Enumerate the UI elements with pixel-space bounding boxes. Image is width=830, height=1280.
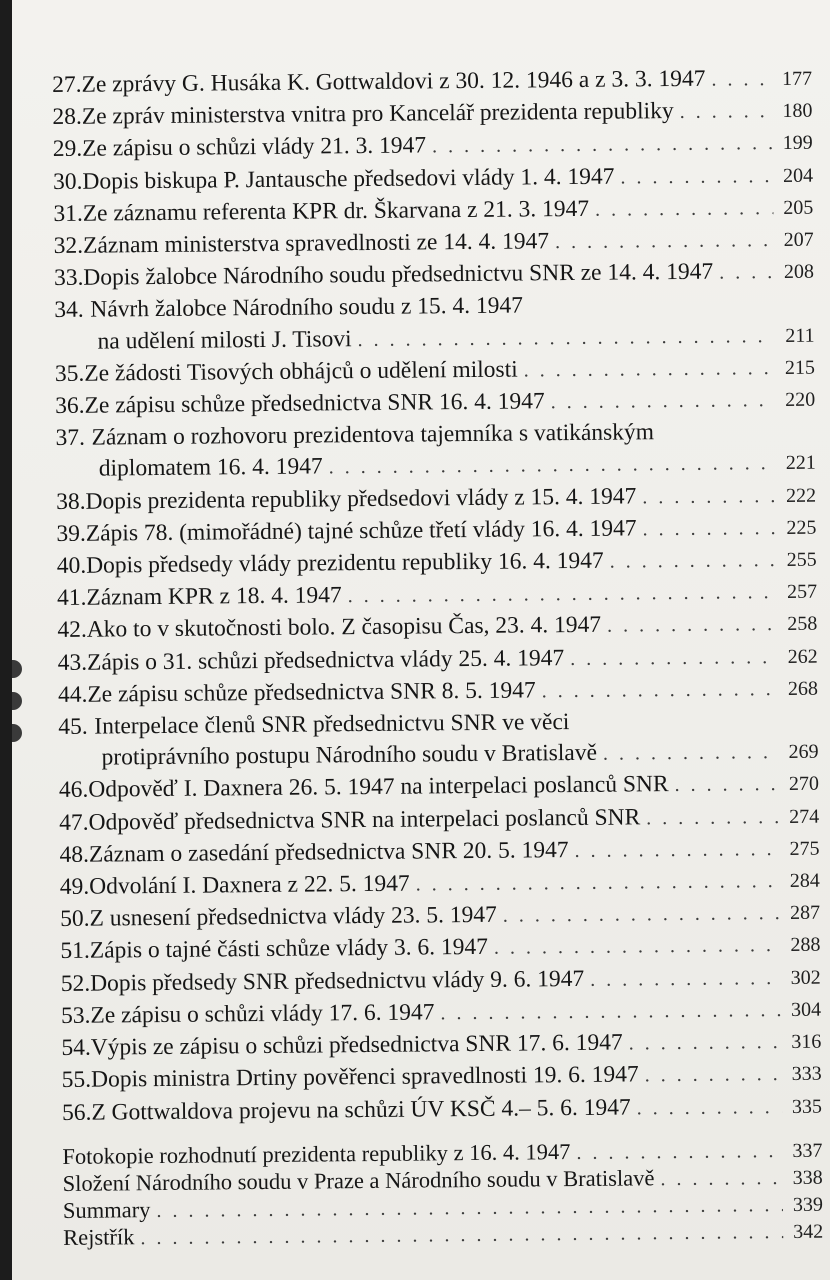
page-number: 180	[782, 99, 813, 123]
entry-number: 43.	[57, 649, 88, 676]
leader-dots	[637, 1092, 783, 1125]
leader-dots	[603, 737, 779, 770]
entry-number: 32.	[53, 232, 84, 260]
page-number: 204	[782, 164, 814, 187]
entry-title: Ako to v skutočnosti bolo. Z časopisu Čas, 23. 4. 1947	[86, 612, 602, 644]
page-number: 199	[782, 132, 813, 155]
entry-title: Odpověď I. Daxnera 26. 5. 1947 na interpelaci poslanců SNR	[88, 771, 669, 804]
page-number: 339	[792, 1193, 824, 1216]
page-number: 333	[791, 1062, 822, 1086]
leader-dots	[576, 1138, 782, 1166]
leader-dots	[590, 963, 781, 996]
entry-title: Ze zápisu o schůzi vlády 21. 3. 1947	[82, 132, 427, 163]
leader-dots	[348, 577, 778, 612]
leader-dots	[570, 642, 778, 675]
page-number: 255	[786, 548, 817, 572]
entry-number: 35.	[54, 360, 85, 387]
entry-number: 54.	[61, 1034, 91, 1062]
page-number: 215	[784, 356, 815, 379]
page-number: 335	[791, 1095, 823, 1118]
entry-title: Záznam KPR z 18. 4. 1947	[86, 582, 342, 611]
entry-number: 51.	[60, 938, 90, 965]
leader-dots	[551, 385, 776, 418]
toc-entry	[54, 288, 815, 359]
entry-title-continued: protiprávního postupu Národního soudu v Bratislavě	[101, 740, 598, 771]
page-number: 342	[793, 1220, 824, 1243]
entry-title: Ze záznamu referenta KPR dr. Škarvana z 21. 3. 1947	[82, 195, 590, 227]
entry-title: Složení Národního soudu v Praze a Národního soudu v Bratislavě	[62, 1164, 655, 1196]
leader-dots	[329, 449, 776, 484]
page-number: 225	[786, 516, 817, 539]
entry-title: Ze zpráv ministerstva vnitra pro Kancelář prezidenta republiky	[81, 98, 674, 130]
entry-title: Dopis ministra Drtiny pověřenci spravedlnosti 19. 6. 1947	[90, 1061, 639, 1093]
book-page	[12, 0, 830, 1280]
page-number: 338	[792, 1166, 823, 1189]
entry-title-continued: na udělení milosti J. Tisovi	[97, 325, 352, 355]
leader-dots	[595, 193, 774, 226]
page-number: 268	[787, 677, 819, 700]
entry-number: 53.	[60, 1002, 91, 1029]
entry-number: 55.	[61, 1066, 92, 1094]
leader-dots	[660, 1165, 782, 1192]
page-number: 284	[789, 869, 820, 893]
page-number: 220	[785, 388, 816, 412]
page-number: 207	[783, 228, 814, 251]
page-number: 222	[786, 484, 817, 507]
leader-dots	[357, 321, 774, 356]
leader-dots	[574, 834, 779, 867]
entry-number: 42.	[57, 617, 87, 644]
page-number: 288	[790, 934, 821, 957]
entry-number: 31.	[53, 200, 83, 227]
leader-dots	[524, 353, 775, 387]
leader-dots	[432, 128, 773, 162]
page-number: 302	[790, 966, 821, 989]
entry-title: Z Gottwaldova projevu na schůzi ÚV KSČ 4.– 5. 6. 1947	[91, 1093, 631, 1126]
entry-title-continued: diplomatem 16. 4. 1947	[98, 453, 323, 483]
leader-dots	[620, 161, 773, 194]
page-number: 275	[789, 837, 820, 860]
leader-dots	[642, 481, 776, 513]
entry-number: 29.	[52, 136, 83, 163]
entry-title: Dopis předsedy SNR předsednictvu vlády 9. 6. 1947	[90, 965, 585, 997]
leader-dots	[645, 1059, 782, 1092]
page-number: 270	[788, 773, 819, 796]
page-number: 258	[787, 613, 818, 636]
leader-dots	[646, 802, 779, 834]
leader-dots	[416, 866, 780, 901]
entry-title: Výpis ze zápisu o schůzi předsednictva SNR 17. 6. 1947	[90, 1029, 623, 1061]
table-of-contents	[52, 63, 823, 1252]
entry-number: 39.	[56, 520, 86, 547]
leader-dots	[674, 770, 779, 802]
binding-holes	[12, 660, 32, 750]
leader-dots	[642, 513, 776, 545]
entry-title: Interpelace členů SNR předsednictvu SNR ve věci	[94, 709, 570, 740]
entry-number: 45.	[58, 713, 88, 741]
page-number: 262	[787, 645, 818, 668]
entry-number: 52.	[60, 970, 91, 997]
page-number: 257	[786, 580, 818, 604]
entry-number: 44.	[57, 681, 88, 708]
toc-entry	[55, 416, 816, 487]
page-number: 208	[783, 260, 815, 284]
leader-dots	[494, 931, 781, 965]
entry-number: 34.	[54, 297, 84, 324]
leader-dots	[719, 257, 774, 289]
entry-number: 28.	[52, 103, 82, 131]
entry-title: Summary	[62, 1196, 151, 1223]
entry-title: Zápis o 31. schůzi předsednictva vlády 25. 4. 1947	[86, 644, 565, 676]
entry-title: Fotokopie rozhodnutí prezidenta republiky z 16. 4. 1947	[62, 1138, 571, 1169]
leader-dots	[555, 225, 774, 258]
leader-dots	[711, 64, 772, 96]
entry-number: 38.	[56, 488, 86, 515]
leader-dots	[503, 898, 781, 932]
page-number: 304	[790, 998, 822, 1021]
entry-title: Ze zápisu schůze předsednictva SNR 16. 4. 1947	[84, 388, 545, 419]
entry-title: Dopis biskupa P. Jantausche předsedovi vlády 1. 4. 1947	[82, 163, 615, 195]
entry-title: Rejstřík	[63, 1223, 135, 1250]
entry-number: 47.	[59, 809, 89, 836]
page-number: 205	[783, 196, 814, 219]
entry-number: 36.	[55, 392, 85, 420]
toc-entry	[62, 1090, 822, 1129]
page-number: 221	[785, 452, 816, 475]
entry-title: Odpověď předsednictva SNR na interpelaci poslanců SNR	[88, 804, 641, 836]
entry-title: Ze žádosti Tisových obhájců o udělení milosti	[84, 356, 518, 387]
entry-title: Ze zápisu schůze předsednictva SNR 8. 5. 1947	[87, 677, 536, 708]
entry-title: Ze zprávy G. Husáka K. Gottwaldovi z 30. 12. 1946 a z 3. 3. 1947	[81, 65, 706, 98]
page-number: 269	[788, 740, 819, 764]
leader-dots	[140, 1219, 783, 1251]
entry-number: 50.	[60, 905, 90, 933]
leader-dots	[542, 674, 779, 707]
entry-number: 37.	[55, 424, 86, 452]
page-number: 316	[791, 1030, 822, 1054]
entry-title: Dopis předsedy vlády prezidentu republiky 16. 4. 1947	[86, 547, 604, 579]
entry-number: 46.	[58, 777, 89, 804]
entry-number: 49.	[59, 873, 90, 901]
entry-title: Zápis 78. (mimořádné) tajné schůze třetí vlády 16. 4. 1947	[85, 515, 637, 547]
entry-title: Záznam o zasedání předsednictva SNR 20. 5. 1947	[88, 836, 569, 868]
entry-number: 48.	[59, 841, 90, 868]
leader-dots	[629, 1027, 782, 1060]
appendix-entries	[62, 1136, 823, 1251]
leader-dots	[610, 545, 777, 578]
leader-dots	[607, 610, 778, 643]
entry-title: Dopis prezidenta republiky předsedovi vlády z 15. 4. 1947	[85, 483, 637, 515]
entry-title: Odvolání I. Daxnera z 22. 5. 1947	[89, 870, 410, 900]
entry-title: Z usnesení předsednictva vlády 23. 5. 1947	[89, 902, 497, 932]
entry-number: 27.	[52, 71, 82, 98]
entry-title: Záznam ministerstva spravedlnosti ze 14. 4. 1947	[82, 228, 550, 259]
toc-entry	[58, 705, 819, 776]
entry-number: 30.	[52, 168, 83, 195]
entry-title: Návrh žalobce Národního soudu z 15. 4. 1947	[90, 292, 524, 324]
leader-dots	[440, 995, 781, 1029]
page-number: 274	[789, 805, 820, 828]
entry-title: Dopis žalobce Národního soudu předsednictvu SNR ze 14. 4. 1947	[83, 258, 714, 291]
entry-title: Záznam o rozhovoru prezidentova tajemníka s vatikánským	[91, 419, 655, 451]
entry-number: 33.	[53, 264, 84, 292]
entry-number: 40.	[56, 552, 87, 580]
page-number: 177	[782, 67, 813, 90]
leader-dots	[679, 96, 772, 128]
page-number: 337	[792, 1139, 823, 1162]
entry-title: Ze zápisu o schůzi vlády 17. 6. 1947	[90, 999, 435, 1029]
page-number: 287	[790, 901, 821, 925]
page-number: 211	[785, 324, 815, 347]
entry-title: Zápis o tajné části schůze vlády 3. 6. 1947	[89, 934, 489, 965]
entry-number: 56.	[61, 1099, 92, 1126]
entry-number: 41.	[56, 584, 87, 612]
